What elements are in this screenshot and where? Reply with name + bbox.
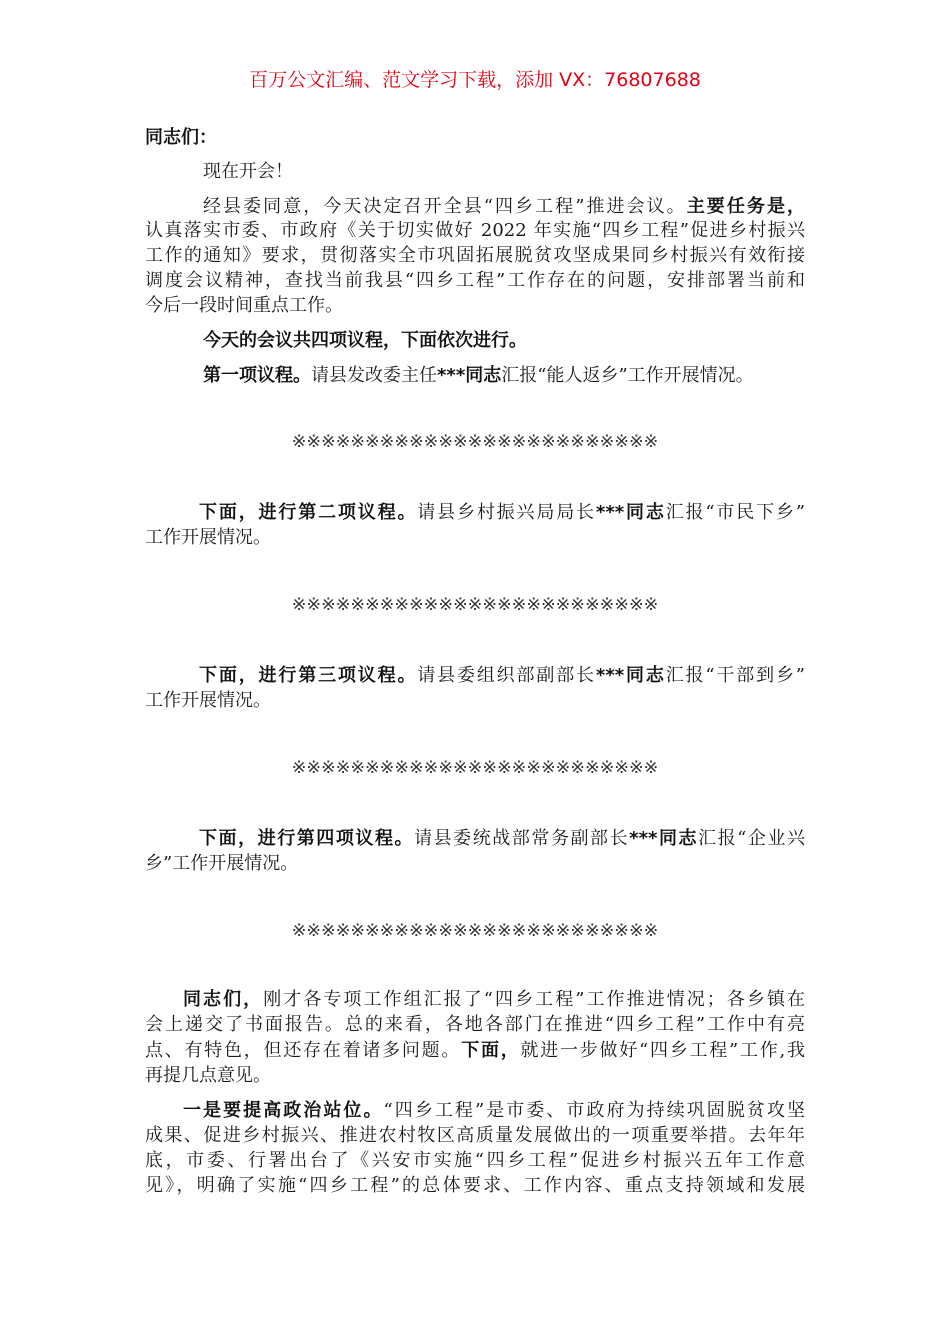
watermark-header: 百万公文汇编、范文学习下载，添加 VX：76807688 [249, 69, 701, 91]
point-1-text: “四乡工程”是市委、市政府为持续巩固脱贫攻坚 [383, 1100, 805, 1121]
agenda-item-text: 请县乡村振兴局局长 [417, 502, 596, 523]
reporter-name: ***同志 [595, 665, 666, 686]
point-1-text: 底，市委、行署出台了《兴安市实施“四乡工程”促进乡村振兴五年工作意 [145, 1150, 805, 1171]
agenda-item-text: 请县委组织部副部长 [417, 665, 596, 686]
agenda-item-text: 汇报“干部到乡” [665, 665, 806, 686]
agenda-item-text: 汇报“市民下乡” [665, 502, 806, 523]
closing-line-4 [145, 1063, 271, 1088]
closing-text: 就进一步做好“四乡工程”工作,我 [520, 1040, 806, 1061]
section-separator: ※※※※※※※※※※※※※※※※※※※※※※※※※ [291, 758, 659, 778]
agenda-item-4-line-1 [199, 826, 805, 851]
intro-line-5 [145, 293, 343, 318]
closing-text: 会上递交了书面报告。总的来看，各地各部门在推进“四乡工程”工作中有亮 [145, 1014, 805, 1035]
intro-line-4 [145, 268, 805, 293]
reporter-name: ***同志 [629, 828, 699, 849]
agenda-item-1-line-1 [203, 363, 754, 388]
agenda-item-heading: 下面，进行第四项议程。 [199, 828, 415, 849]
reporter-name: ***同志 [595, 502, 666, 523]
intro-line-3 [145, 243, 805, 268]
closing-text: 点、有特色，但还存在着诸多问题。 [145, 1040, 462, 1061]
intro-text: 今后一段时间重点工作。 [145, 295, 343, 316]
agenda-item-text: 汇报“企业兴 [698, 828, 806, 849]
point-1-heading: 一是要提高政治站位。 [183, 1100, 384, 1121]
agenda-overview: 今天的会议共四项议程，下面依次进行。 [203, 330, 527, 351]
agenda-item-text: 乡”工作开展情况。 [145, 853, 299, 874]
intro-text: 工作的通知》要求，贯彻落实全市巩固拓展脱贫攻坚成果同乡村振兴有效衔接 [145, 245, 805, 266]
intro-text: 经县委同意，今天决定召开全县“四乡工程”推进会议。 [203, 196, 687, 217]
opening-line: 现在开会！ [203, 161, 293, 182]
closing-line-3 [145, 1038, 805, 1063]
intro-line-2 [145, 218, 805, 243]
point-1-line-1 [183, 1098, 805, 1123]
point-1-line-4 [145, 1173, 805, 1198]
agenda-item-text: 工作开展情况。 [145, 690, 271, 711]
closing-line-2 [145, 1012, 805, 1037]
closing-text: 刚才各专项工作组汇报了“四乡工程”工作推进情况；各乡镇在 [263, 989, 806, 1010]
agenda-item-heading: 下面，进行第二项议程。 [199, 502, 418, 523]
section-separator: ※※※※※※※※※※※※※※※※※※※※※※※※※ [291, 595, 659, 615]
agenda-item-2-line-1 [199, 500, 805, 525]
closing-line-1 [183, 987, 805, 1012]
main-task-label: 主要任务是， [686, 196, 805, 217]
intro-line-1 [203, 194, 805, 219]
agenda-item-3-line-1 [199, 663, 805, 688]
reporter-name: ***同志 [437, 365, 502, 386]
closing-address: 同志们， [183, 989, 264, 1010]
point-1-text: 成果、促进乡村振兴、推进农村牧区高质量发展做出的一项重要举措。去年年 [145, 1125, 805, 1146]
agenda-item-heading: 第一项议程。 [203, 365, 311, 386]
point-1-line-2 [145, 1123, 805, 1148]
agenda-item-text: 请县发改委主任 [311, 365, 437, 386]
agenda-item-text: 工作开展情况。 [145, 527, 271, 548]
agenda-item-text: 请县委统战部常务副部长 [414, 828, 630, 849]
intro-text: 认真落实市委、市政府《关于切实做好 2022 年实施“四乡工程”促进乡村振兴 [145, 220, 805, 241]
section-separator: ※※※※※※※※※※※※※※※※※※※※※※※※※ [291, 432, 659, 452]
agenda-item-text: 汇报“能人返乡”工作开展情况。 [501, 365, 754, 386]
section-separator: ※※※※※※※※※※※※※※※※※※※※※※※※※ [291, 921, 659, 941]
agenda-item-3-line-2 [145, 688, 271, 713]
point-1-line-3 [145, 1148, 805, 1173]
agenda-item-heading: 下面，进行第三项议程。 [199, 665, 418, 686]
closing-text: 再提几点意见。 [145, 1065, 271, 1086]
agenda-item-4-line-2 [145, 851, 298, 876]
salutation: 同志们： [145, 127, 217, 148]
intro-text: 调度会议精神，查找当前我县“四乡工程”工作存在的问题，安排部署当前和 [145, 270, 805, 291]
point-1-text: 见》，明确了实施“四乡工程”的总体要求、工作内容、重点支持领域和发展 [145, 1175, 805, 1196]
agenda-item-2-line-2 [145, 525, 271, 550]
closing-transition: 下面， [461, 1040, 521, 1061]
